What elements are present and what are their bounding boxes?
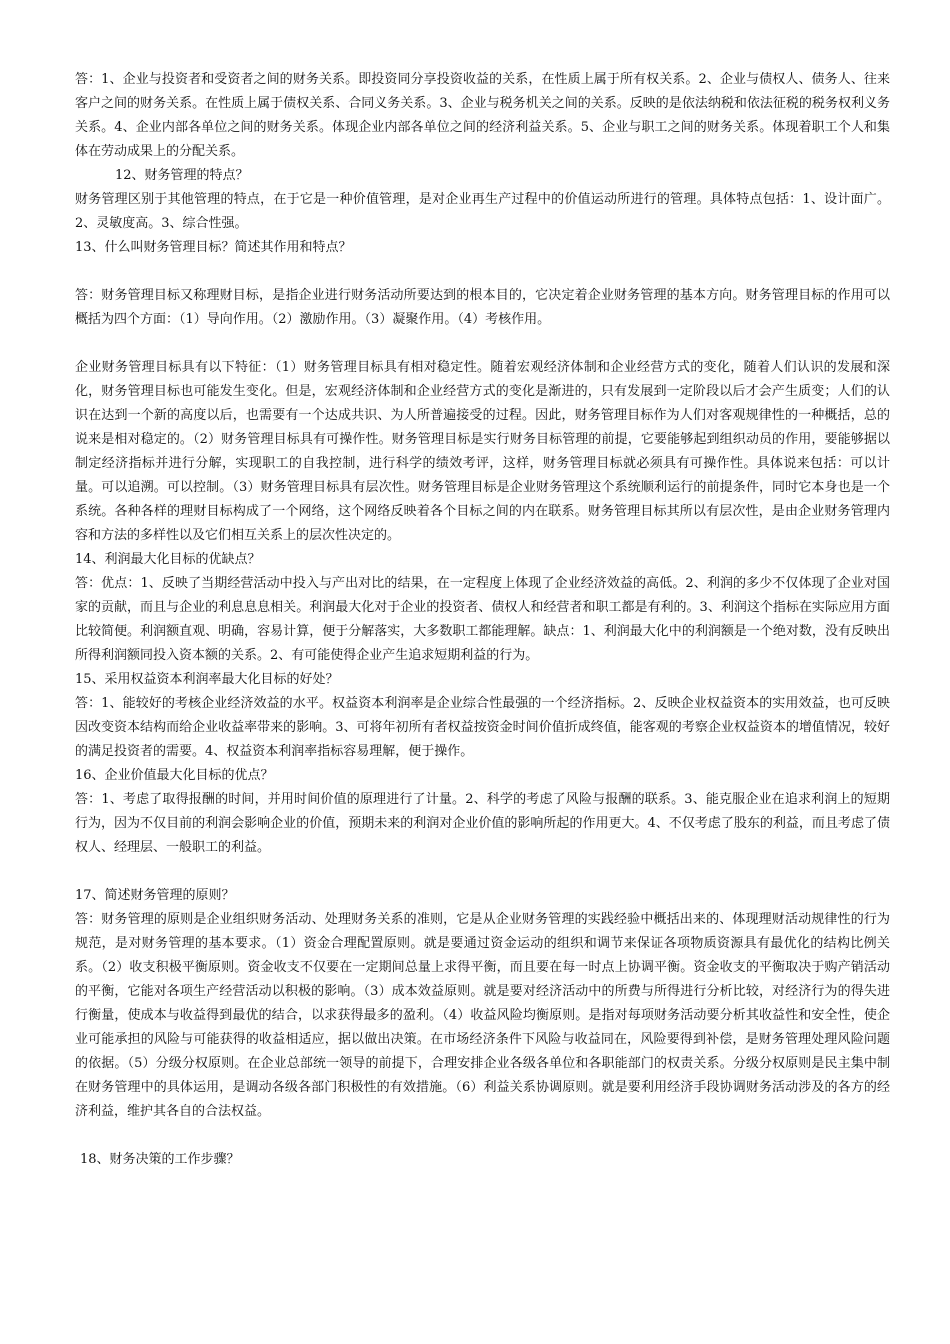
answer-14-paragraph: 答：优点：1、反映了当期经营活动中投入与产出对比的结果，在一定程度上体现了企业经济效益的高低。2、利润的多少不仅体现了企业对国家的贡献，而且与企业的利息息息相关。利润最大化对于企业的投资者、债权人和经营者和职工都是有利的。3、利润这个指标在实际应用方面比较简便。利润额直观、明确，容易计算，便于分解落实，大多数职工都能理解。缺点：1、利润最大化中的利润额是一个绝对数，没有反映出所得利润额同投入资本额的关系。2、有可能使得企业产生追求短期利益的行为。 xyxy=(75,576,890,663)
question-16-heading: 16、企业价值最大化目标的优点？ xyxy=(75,768,274,783)
question-14-heading: 14、利润最大化目标的优缺点？ xyxy=(75,552,261,567)
answer-16-paragraph: 答：1、考虑了取得报酬的时间，并用时间价值的原理进行了计量。2、科学的考虑了风险与报酬的联系。3、能克服企业在追求利润上的短期行为，因为不仅目前的利润会影响企业的价值，预期未来的利润对企业价值的影响所起的作用更大。4、不仅考虑了股东的利益，而且考虑了债权人、经理层、一般职工的利益。 xyxy=(75,792,890,855)
question-13-heading: 13、什么叫财务管理目标？简述其作用和特点？ xyxy=(75,240,352,255)
blank-line xyxy=(75,260,890,284)
document-page xyxy=(75,68,890,1172)
question-17-heading: 17、简述财务管理的原则？ xyxy=(75,888,235,903)
blank-line xyxy=(75,1124,890,1148)
question-12-heading: 12、财务管理的特点？ xyxy=(115,168,249,183)
blank-line xyxy=(75,332,890,356)
answer-13-features-paragraph: 企业财务管理目标具有以下特征：（1）财务管理目标具有相对稳定性。随着宏观经济体制和企业经营方式的变化，随着人们认识的发展和深化，财务管理目标也可能发生变化。但是，宏观经济体制和企业经营方式的变化是渐进的，只有发展到一定阶段以后才会产生质变；人们的认识在达到一个新的高度以后，也需要有一个达成共识、为人所普遍接受的过程。因此，财务管理目标作为人们对客观规律性的一种概括，总的说来是相对稳定的。（2）财务管理目标具有可操作性。财务管理目标是实行财务目标管理的前提，它要能够起到组织动员的作用，要能够据以制定经济指标并进行分解，实现职工的自我控制，进行科学的绩效考评，这样，财务管理目标就必须具有可操作性。具体说来包括：可以计量。可以追溯。可以控制。（3）财务管理目标具有层次性。财务管理目标是企业财务管理这个系统顺利运行的前提条件，同时它本身也是一个系统。各种各样的理财目标构成了一个网络，这个网络反映着各个目标之间的内在联系。财务管理目标其所以有层次性，是由企业财务管理内容和方法的多样性以及它们相互关系上的层次性决定的。 xyxy=(75,360,890,543)
answer-11-paragraph: 答：1、企业与投资者和受资者之间的财务关系。即投资同分享投资收益的关系，在性质上属于所有权关系。2、企业与债权人、债务人、往来客户之间的财务关系。在性质上属于债权关系、合同义务关系。3、企业与税务机关之间的关系。反映的是依法纳税和依法征税的税务权利义务关系。4、企业内部各单位之间的财务关系。体现企业内部各单位之间的经济利益关系。5、企业与职工之间的财务关系。体现着职工个人和集体在劳动成果上的分配关系。 xyxy=(75,72,890,159)
blank-line xyxy=(75,860,890,884)
question-15-heading: 15、采用权益资本利润率最大化目标的好处？ xyxy=(75,672,339,687)
answer-17-paragraph: 答：财务管理的原则是企业组织财务活动、处理财务关系的准则，它是从企业财务管理的实践经验中概括出来的、体现理财活动规律性的行为规范，是对财务管理的基本要求。（1）资金合理配置原则。就是要通过资金运动的组织和调节来保证各项物质资源具有最优化的结构比例关系。（2）收支积极平衡原则。资金收支不仅要在一定期间总量上求得平衡，而且要在每一时点上协调平衡。资金收支的平衡取决于购产销活动的平衡，它能对各项生产经营活动以积极的影响。（3）成本效益原则。就是要对经济活动中的所费与所得进行分析比较，对经济行为的得失进行衡量，使成本与收益得到最优的结合，以求获得最多的盈利。（4）收益风险均衡原则。是指对每项财务活动要分析其收益性和安全性，使企业可能承担的风险与可能获得的收益相适应，据以做出决策。在市场经济条件下风险与收益同在，风险要得到补偿，是财务管理处理风险问题的依据。（5）分级分权原则。在企业总部统一领导的前提下，合理安排企业各级各单位和各职能部门的权责关系。分级分权原则是民主集中制在财务管理中的具体运用，是调动各级各部门积极性的有效措施。（6）利益关系协调原则。就是要利用经济手段协调财务活动涉及的各方的经济利益，维护其各自的合法权益。 xyxy=(75,912,890,1119)
question-18-heading: 18、财务决策的工作步骤？ xyxy=(80,1152,240,1167)
answer-13-paragraph: 答：财务管理目标又称理财目标，是指企业进行财务活动所要达到的根本目的，它决定着企业财务管理的基本方向。财务管理目标的作用可以概括为四个方面：（1）导向作用。（2）激励作用。（3）凝聚作用。（4）考核作用。 xyxy=(75,288,890,327)
answer-15-paragraph: 答：1、能较好的考核企业经济效益的水平。权益资本利润率是企业综合性最强的一个经济指标。2、反映企业权益资本的实用效益，也可反映因改变资本结构而给企业收益率带来的影响。3、可将年初所有者权益按资金时间价值折成终值，能客观的考察企业权益资本的增值情况，较好的满足投资者的需要。4、权益资本利润率指标容易理解，便于操作。 xyxy=(75,696,890,759)
answer-12-paragraph: 财务管理区别于其他管理的特点，在于它是一种价值管理，是对企业再生产过程中的价值运动所进行的管理。具体特点包括：1、设计面广。2、灵敏度高。3、综合性强。 xyxy=(75,192,890,231)
